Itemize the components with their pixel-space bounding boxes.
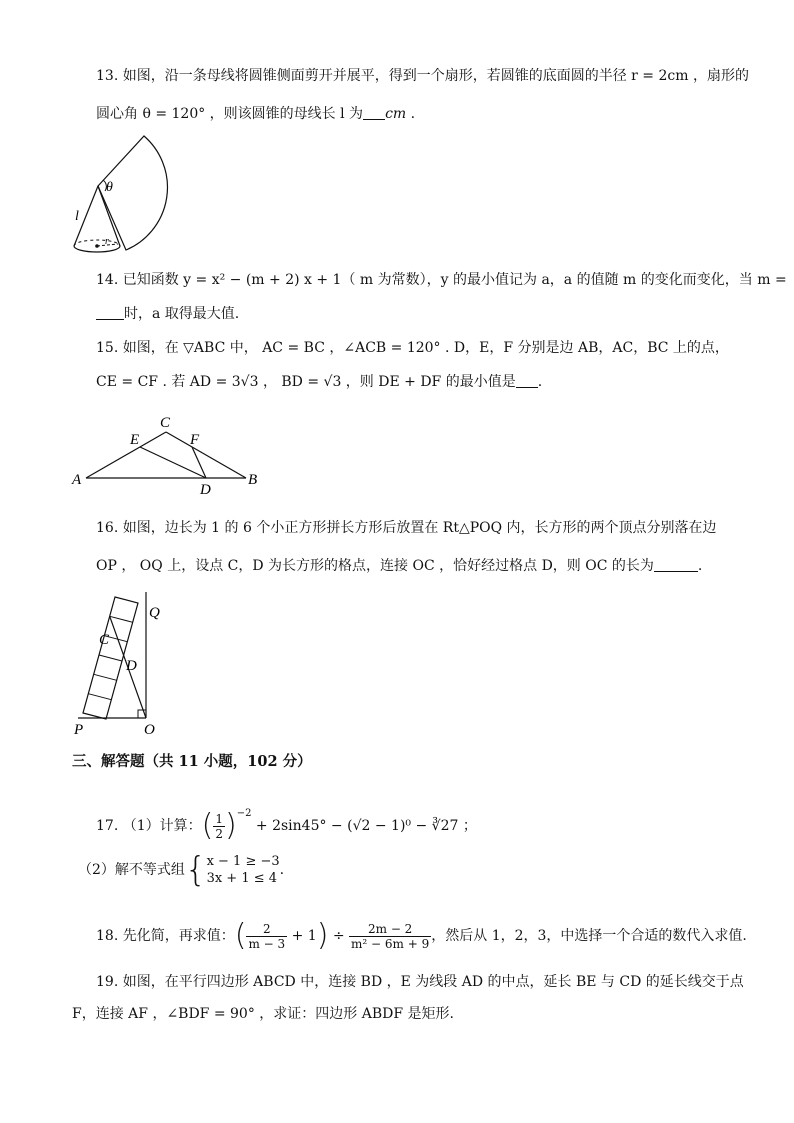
q13-theta-label: θ	[106, 180, 113, 195]
section-heading: 三、解答题（共 11 小题，102 分）	[72, 753, 312, 770]
q15-segment-de	[140, 447, 206, 478]
q18-f1-num: 2	[246, 922, 287, 937]
q17-ineq1: x − 1 ≥ −3	[206, 854, 280, 869]
q13-figure	[66, 128, 176, 260]
q18-fraction1	[246, 922, 287, 951]
q16-label-c: C	[99, 632, 110, 648]
q17-frac-den: 2	[215, 826, 223, 841]
q15-line1: 15. 如图，在 ▽ABC 中， AC = BC ，∠ACB = 120° . D，E，F 分别是边 AB，AC，BC 上的点，	[96, 340, 729, 356]
q14-line2-text: 时，a 取得最大值.	[124, 306, 240, 322]
q17-p2-prefix: （2）解不等式组	[78, 862, 185, 878]
q14-answer-blank	[96, 305, 124, 320]
q13-center-dot	[95, 244, 99, 248]
q17-paren-open: (	[201, 808, 214, 843]
q16-label-p: P	[74, 722, 84, 738]
q14-line2	[96, 304, 239, 324]
q15-figure	[66, 408, 276, 498]
q17-p1-prefix: 17. （1）计算：	[96, 818, 202, 834]
q18-div: ÷	[328, 928, 350, 944]
q16-answer-blank	[654, 557, 698, 572]
q16-figure	[66, 586, 176, 738]
q15-label-e: E	[130, 432, 140, 448]
q15-label-a: A	[72, 472, 82, 488]
q18-f2-num: 2m − 2	[349, 922, 431, 937]
q17-brace: {	[184, 850, 207, 890]
q15-line2	[96, 372, 542, 392]
q18-prefix: 18. 先化简，再求值：	[96, 928, 235, 944]
q14-line1: 14. 已知函数 y = x² − (m + 2) x + 1（ m 为常数），y 的最小值记为 a，a 的值随 m 的变化而变化，当 m =	[96, 272, 787, 288]
q17-fraction	[213, 812, 225, 841]
q16-line2-end: .	[697, 558, 703, 574]
q16-line2-text: OP ， OQ 上，设点 C，D 为长方形的格点，连接 OC ，恰好经过格点 D，则 OC 的长为	[96, 558, 654, 574]
q15-label-f: F	[190, 432, 200, 448]
q15-side-ac	[86, 432, 166, 478]
q19-line1: 19. 如图，在平行四边形 ABCD 中，连接 BD ，E 为线段 AD 的中点，延长 BE 与 CD 的延长线交于点	[96, 974, 744, 990]
q17-p2-end: .	[279, 862, 285, 878]
q13-answer-blank	[363, 105, 385, 120]
q17-paren-close: )	[224, 808, 237, 843]
q15-answer-blank	[516, 373, 538, 388]
q15-label-b: B	[248, 472, 258, 488]
q18-plus1: + 1	[287, 928, 317, 944]
q15-side-bc	[166, 432, 246, 478]
q13-line2-text: 圆心角 θ = 120° ，则该圆锥的母线长 l 为	[96, 106, 364, 122]
q17-p1-rest: + 2sin45° − (√2 − 1)⁰ − ∛27 ；	[251, 818, 477, 834]
q18-paren-open: (	[234, 918, 247, 953]
q17-system	[207, 853, 280, 887]
q17-exponent: −2	[236, 808, 252, 819]
q16-label-q: Q	[149, 605, 160, 621]
q15-label-c: C	[160, 415, 171, 431]
q17-frac-num: 1	[215, 811, 223, 826]
q18-f2-den: m² − 6m + 9	[351, 936, 430, 951]
q16-label-o: O	[144, 722, 155, 738]
q18-fraction2	[349, 922, 431, 951]
q13-unit: cm	[385, 106, 407, 122]
q18-suffix: ，然后从 1，2，3，中选择一个合适的数代入求值.	[431, 928, 747, 944]
q15-line2-text: CE = CF . 若 AD = 3√3 ， BD = √3 ，则 DE + DF 的最小值是	[96, 374, 516, 390]
q16-label-d: D	[126, 658, 137, 674]
q13-line2	[96, 104, 415, 124]
q15-label-d: D	[200, 482, 211, 498]
q13-cone-right	[98, 186, 120, 246]
q13-l-label: l	[75, 209, 79, 224]
q18-line	[96, 916, 747, 956]
q16-line2	[96, 556, 702, 576]
q19-line2: F，连接 AF ，∠BDF = 90° ，求证：四边形 ABDF 是矩形.	[72, 1006, 454, 1022]
q13-r-label: r	[105, 236, 109, 247]
q16-line1: 16. 如图，边长为 1 的 6 个小正方形拼长方形后放置在 Rt△POQ 内，长方形的两个顶点分别落在边	[96, 520, 717, 536]
q13-line2-end: .	[406, 106, 416, 122]
q17-part1	[96, 794, 477, 843]
q13-line1: 13. 如图，沿一条母线将圆锥侧面剪开并展平，得到一个扇形，若圆锥的底面圆的半径 r = 2cm ，扇形的	[96, 68, 749, 84]
q17-ineq2: 3x + 1 ≤ 4	[206, 871, 278, 886]
q18-paren-close: )	[316, 918, 329, 953]
q15-line2-end: .	[537, 374, 543, 390]
q18-f1-den: m − 3	[248, 936, 286, 951]
q17-part2	[78, 848, 284, 892]
